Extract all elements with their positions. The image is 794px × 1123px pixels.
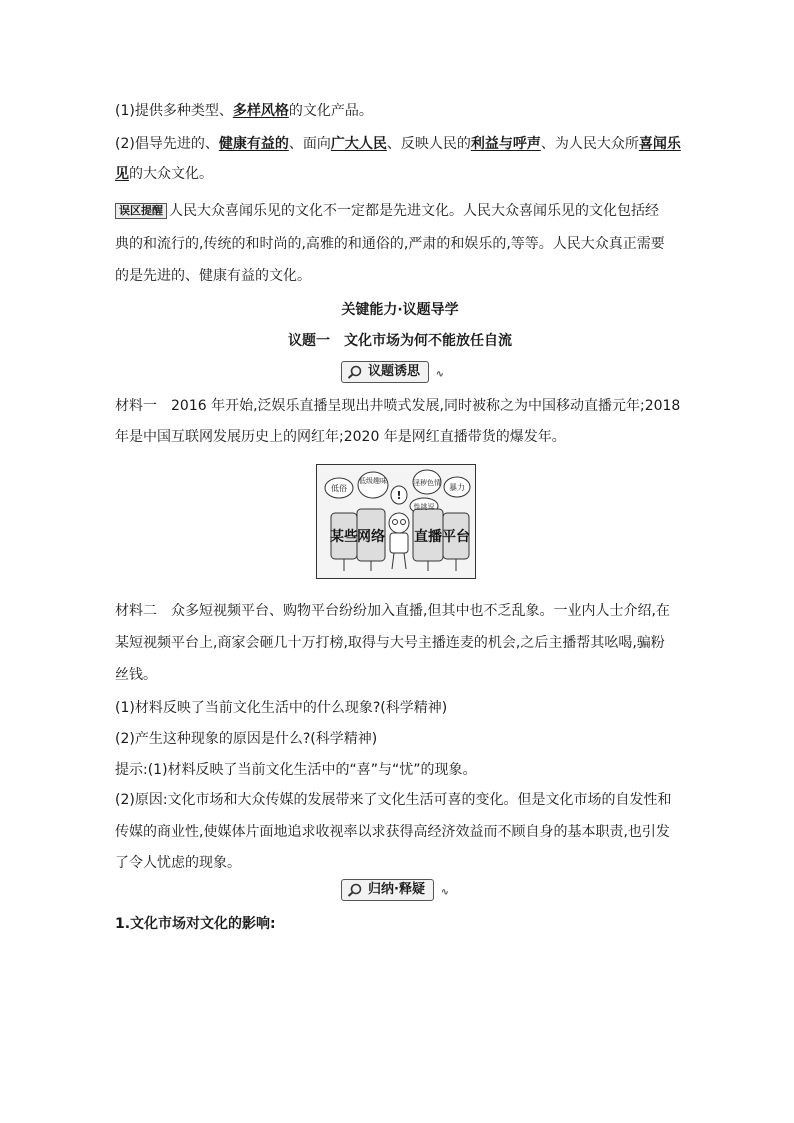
- swirl-icon: ∿: [440, 887, 449, 898]
- bubble-exclaim: !: [396, 489, 402, 502]
- heading-1: 1.文化市场对文化的影响:: [115, 916, 276, 932]
- bubble-baoli: 暴力: [449, 483, 465, 492]
- material2-line-3: 丝钱。: [115, 667, 157, 683]
- note-line-1: 误区提醒 人民大众喜闻乐见的文化不一定都是先进文化。人民大众喜闻乐见的文化包括经: [115, 201, 685, 221]
- question-2: (2)产生这种现象的原因是什么?(科学精神): [115, 731, 378, 747]
- swirl-icon: ∿: [435, 369, 445, 380]
- magnifier-icon: [347, 365, 363, 379]
- list-item-2: (2)倡导先进的、健康有益的、面向广大人民、反映人民的利益与呼声、为人民大众所喜闻乐: [115, 136, 681, 152]
- hint-line: 提示:(1)材料反映了当前文化生活中的“喜”与“忧”的现象。: [115, 762, 477, 778]
- note-line-3: 的是先进的、健康有益的文化。: [115, 268, 311, 284]
- section-title: 关键能力·议题导学: [341, 302, 459, 318]
- sign-mouxie: 某些: [330, 529, 358, 545]
- bubble-disu: 低俗: [331, 484, 347, 493]
- bubble-diji: 低级趣味: [359, 477, 387, 485]
- list-item-1: (1)提供多种类型、多样风格的文化产品。: [115, 103, 373, 119]
- badge-yiti-yousi: 议题诱思 ∿: [341, 361, 429, 383]
- sign-pingtai: 平台: [442, 529, 470, 545]
- bubble-yinhui: 淫秽色情: [413, 479, 441, 487]
- material2-line-2: 某短视频平台上,商家会砸几十万打榜,取得与大号主播连麦的机会,之后主播帮其吆喝,骗粉: [115, 635, 665, 651]
- magnifier-icon: [347, 883, 363, 897]
- question-1: (1)材料反映了当前文化生活中的什么现象?(科学精神): [115, 700, 448, 716]
- answer-line-3: 了令人忧虑的现象。: [115, 855, 241, 871]
- answer-line-1: (2)原因:文化市场和大众传媒的发展带来了文化生活可喜的变化。但是文化市场的自发性和: [115, 792, 672, 808]
- sign-wangluo: 网络: [357, 529, 385, 545]
- badge-guina-shiyi: 归纳·释疑 ∿: [341, 879, 434, 901]
- bubble-xingtiaodou: 性挑逗: [413, 503, 435, 511]
- sign-zhibo: 直播: [414, 529, 442, 545]
- list-item-2-cont: 见的大众文化。: [115, 166, 213, 182]
- material2-line-1: 材料二 众多短视频平台、购物平台纷纷加入直播,但其中也不乏乱象。一业内人士介绍,在: [115, 603, 670, 619]
- cartoon-drawing: [317, 465, 475, 578]
- cartoon-illustration: [316, 464, 476, 579]
- material1-line-1: 材料一 2016 年开始,泛娱乐直播呈现出井喷式发展,同时被称之为中国移动直播元年;2018: [115, 398, 681, 414]
- topic-title: 议题一 文化市场为何不能放任自流: [288, 333, 512, 349]
- note-line-2: 典的和流行的,传统的和时尚的,高雅的和通俗的,严肃的和娱乐的,等等。人民大众真正需要: [115, 236, 665, 252]
- answer-line-2: 传媒的商业性,使媒体片面地追求收视率以求获得高经济效益而不顾自身的基本职责,也引发: [115, 824, 670, 840]
- material1-line-2: 年是中国互联网发展历史上的网红年;2020 年是网红直播带货的爆发年。: [115, 429, 566, 445]
- note-tag: 误区提醒: [115, 203, 167, 219]
